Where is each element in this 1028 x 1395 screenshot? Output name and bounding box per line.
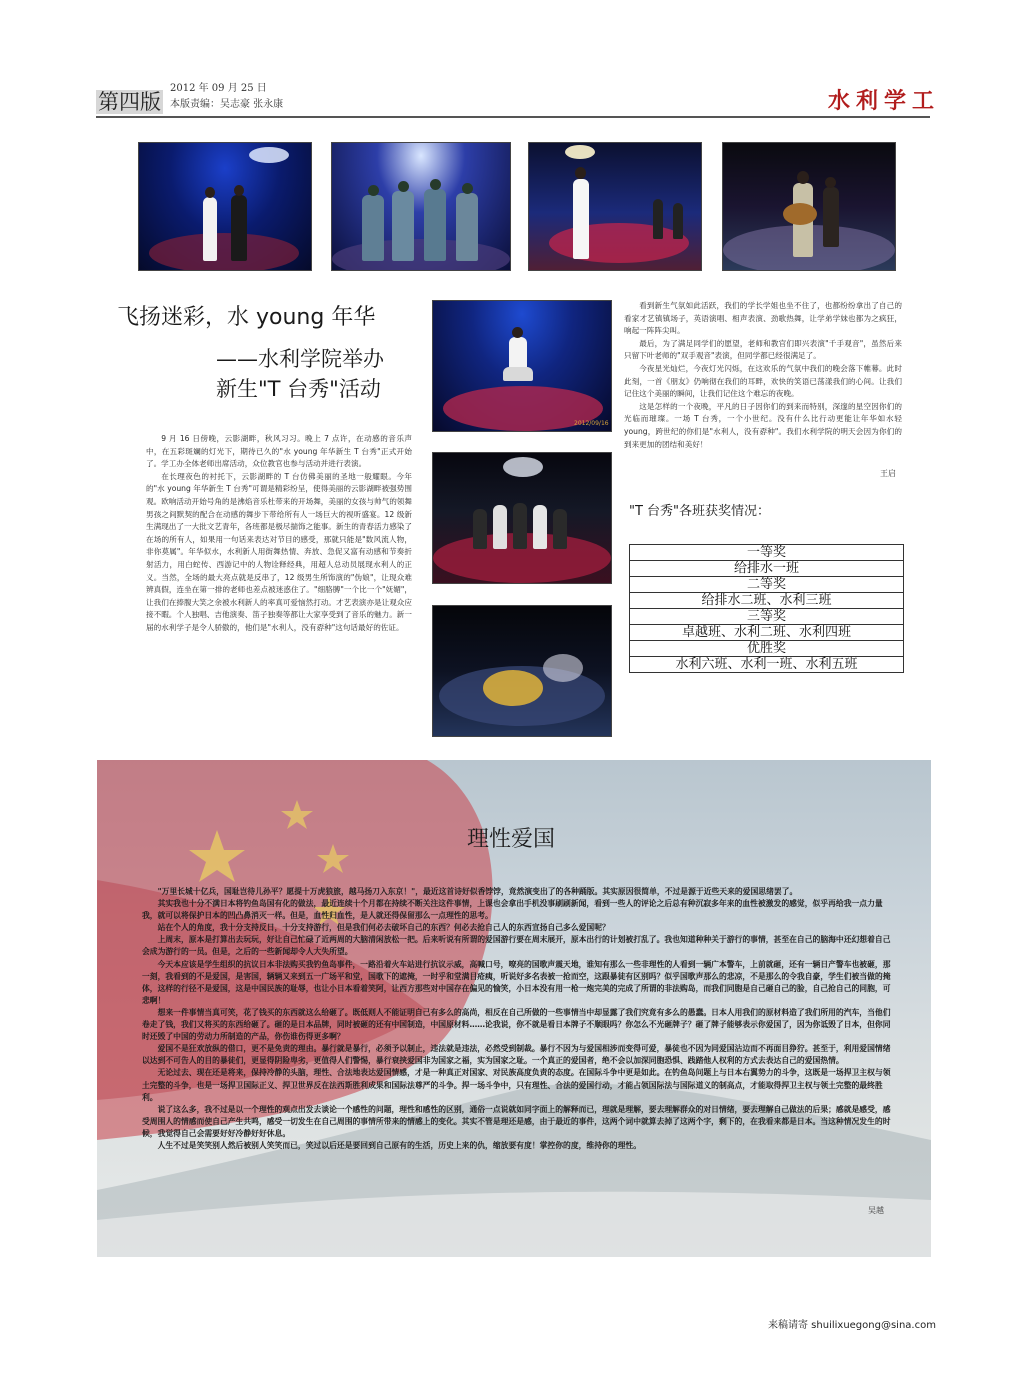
award-cell: 水利六班、水利一班、水利五班 — [630, 657, 904, 673]
award-row — [630, 609, 904, 625]
award-row — [630, 657, 904, 673]
photo-group-bow — [432, 452, 612, 584]
award-cell: 给排水一班 — [630, 561, 904, 577]
paragraph: 上周末，原本是打算出去玩玩，好让自己忙碌了近两周的大脑清闲放松一把。后来听说有所谓的爱国游行要在周末展开，原本出行的计划被打乱了。我也知道种种关于游行的事情，甚至在自己的脑海中还幻想着自己会成为游行的一员。但是，之后的一些新闻却令人大失所望。 — [142, 935, 891, 957]
paragraph: 这是怎样的一个夜晚，平凡的日子因你们的到来而特别，深邃的星空因你们的光临而璀璨。一场 T 台秀，一个小世纪。没有什么比行动更能让年华如水轻 young，跨世纪的你们是"水利人，没有孬种"。我们水利学院的明天会因为你们的到来更加的团结和美好！ — [624, 401, 902, 449]
photo-group-photo — [432, 605, 612, 737]
award-cell: 优胜奖 — [630, 641, 904, 657]
paragraph: 其实我也十分不满日本将钓鱼岛国有化的做法，最近连续十个月都在持续不断关注这件事情，上课也会拿出手机没事刷刷新闻，看到一些人的评论之后总有种沉寂多年来的血性被激发的感觉，似乎再给我一点力量我，就可以将保护日本的凹凸鼻消灭一样。但是，血性归血性，是人就还得保留那么一点理性的思考。 — [142, 899, 883, 921]
award-cell: 三等奖 — [630, 609, 904, 625]
photo-date-stamp: 2012/09/16 — [574, 420, 609, 427]
paragraph: 今天本应该是学生组织的抗议日本非法购买我钓鱼岛事件，一路沿着火车站进行抗议示威，高喊口号，嘹亮的国歌声震天地，谁知有那么一些非理性的人看到一辆广本警车，上前就砸，还有一辆日产警车也被砸，那一刻，我看到的不是爱国，是害国，辆辆又来到五一广场平和堂，国歌下的遮掩，一时乎和堂满目疮痍，听说好多名表被一抢而空，这跟暴徒有区别吗？似乎国歌声那么的悲凉，不是那么的令我自豪，学生们被当做的掩体，这样的行径不是爱国，这是中国民族的耻辱，也让小日本看着笑阿，让西方那些对中国存在偏见的愉笑，小日本没有用一枪一炮完美的完成了所谓的非法购岛，而我们同胞是自己砸自己的脸，自己抢自己的同胞，可悲啊！ — [142, 959, 891, 1005]
award-row — [630, 641, 904, 657]
photo-singer — [528, 142, 702, 271]
award-row — [630, 577, 904, 593]
paragraph: 在长理夜色的衬托下，云影湖畔的 T 台仿佛美丽的圣地一般耀眼。今年的"水 young 年华新生 T 台秀"可谓是精彩纷呈，使得美丽的云影湖畔被强势围观。欧响活动开始号角的是沸焰音乐杜带来的开场舞，美丽的女孩与帅气的领舞男孩之间默契的配合在动感的舞步下带给所有人一场巨大的视听盛宴。12 级新生满现出了一大批文艺青年，各班都是极尽揣饰之能事。新生的青春活力感染了在场的所有人，如果用一句话来表达对节目的感受，那就只能是"数风流人物，非你莫属"。年华似水，水利新人用街舞热情、奔放、急促又富有动感和节奏折射活力，用白蛇传、西游记中的人物诠释经典，用超人总动员展现水利人的正义。当然，全场的最大亮点就是反串了，12 级男生所饰演的"伪娘"，让现众难辨真假，连坐在第一排的老师也差点被迷惑住了。"细胳膊"一个比一个"妩媚"，让我们在捧腹大笑之余被水利新人的率真可爱恼然打动。才艺表演亦是让观众应接不暇。个人独唱、吉他演奏、笛子独奏等都让大家享受到了音乐的魅力。新一届的水利学子是令人骄傲的，他们是"水利人，没有孬种"这句话最好的佐证。 — [146, 471, 412, 632]
photo-stage-host — [138, 142, 312, 271]
subtitle-line-2: 新生"T 台秀"活动 — [216, 377, 381, 401]
article-title: 飞扬迷彩，水 young 年华 — [117, 305, 376, 330]
paragraph: "万里长城十亿兵，国耻岂待儿孙平？愿提十万虎狼旅，越马扬刀入东京！"，最近这首诗好似香饽饽，竟然演变出了的各种踊版。其实原因很简单，不过是源于近些天来的爱国思绪罢了。 — [157, 887, 798, 896]
page-label: 第四版 — [98, 90, 161, 114]
paragraph: 最后，为了满足同学们的愿望，老师和教官们即兴表演"千手观音"，虽然后来只留下叶老师的"双手观音"表演，但同学都已经很满足了。 — [624, 338, 902, 361]
awards-title: "T 台秀"各班获奖情况： — [629, 504, 771, 519]
subtitle-line-1: ——水利学院举办 — [216, 347, 384, 371]
contribute-email: 来稿请寄 shuilixuegong@sina.com — [768, 1320, 936, 1331]
paragraph: 今夜星光灿烂，今夜灯光闪烁，在这欢乐的气氛中我们的晚会落下帷幕。此时此刻，一首《朋友》仍响彻在我们的耳畔，欢快的笑语已荡漾我们的心间。让我们记住这个美丽的瞬间，让我们记住这个难忘的夜晚。 — [624, 363, 902, 399]
paragraph: 想来一件事情当真可笑，花了钱买的东西就这么给砸了。既低则人不能证明自己有多么的高尚，相反在自己所做的一些事情当中却显露了我们究竟有多么的愚蠢。日本人用我们的原材料造了我们所用的汽车，当他们卷走了钱，我们又将买的东西给砸了。砸的是日本品牌，同时被砸的还有中国制造，中国原材料……论我说，你不就是看日本牌子不顺眼吗？你怎么不光砸牌子？砸了牌子能够表示你爱国了，因为你诋毁了日本，但你同时还毁了中国的劳动力所制造的产品，你伤谁伤得更多啊？ — [142, 1007, 891, 1042]
award-cell: 二等奖 — [630, 577, 904, 593]
award-row — [630, 561, 904, 577]
issue-date: 2012 年 09 月 25 日 — [170, 83, 267, 94]
paragraph: 爱国不是狂欢放纵的借口，更不是免责的理由。暴行就是暴行，必须予以制止，违法就是违法，必然受到制裁。暴行不因为与爱国相涉而变得可爱，暴徒也不因为同爱国沾边而不再面目狰狞。甚至于，利用爱国情绪以达到不可告人的目的暴徒们，更显得阴险卑劣，更值得人们警惕，暴行衰挟爱国非为国家之福，实为国家之耻。一个真正的爱国者，绝不会以加深同胞恐惧、践踏他人权利的方式去表达自己的爱国热情。 — [142, 1044, 891, 1066]
award-row — [630, 625, 904, 641]
header-rule — [96, 116, 930, 118]
award-row — [630, 593, 904, 609]
photo-guitar-player — [722, 142, 896, 271]
photo-dance — [432, 300, 612, 432]
paragraph: 无论过去、现在还是将来，保持冷静的头脑，理性、合法地表达爱国情感，才是一种真正对国家、对民族高度负责的态度。在国际斗争中更是如此。在钓鱼岛问题上与日本右翼势力的斗争，这既是一场捍卫主权与领土完整的斗争，也是一场捍卫国际正义、捍卫世界反在法西斯胜利成果和国际法尊严的斗争。捍一场斗争中，只有理性、合法的爱国行动，才能占领国际法与国际道义的制高点，才能取得捍卫主权与领土完整的最终胜利。 — [142, 1068, 891, 1102]
article2-author: 吴越 — [868, 1206, 884, 1215]
award-row — [630, 545, 904, 561]
editor-line: 本版责编：吴志豪 张永康 — [170, 99, 284, 110]
paragraph: 9 月 16 日傍晚，云影湖畔，秋风习习。晚上 7 点许，在动感的音乐声中，在五彩斑斓的灯光下，期待已久的"水 young 年华新生 T 台秀"正式开始了。学工办全体老师出席活动，众位教官也参与活动并进行表演。 — [146, 434, 412, 469]
paragraph: 说了这么多，我不过是以一个理性的观点出发去谈论一个感性的问题，理性和感性的区别，通俗一点说就如同字面上的解释而已，理就是理解，要去理解群众的对日情绪，要去理解自己做法的后果；感就是感受，感受周围人的情感而使自己产生共鸣，感受一切发生在自己周围的事情所带来的情感上的变化。其实不管是理还是感，由于最近的事件，这两个词中就算去掉了这两个字，剩下的，在我看来都是日本。当这种情况发生的时候，我觉得自己会需要好好冷静好好休息。 — [142, 1104, 891, 1138]
article-column-2 — [624, 300, 902, 451]
article2-title: 理性爱国 — [467, 827, 556, 852]
paragraph: 站在个人的角度，我十分支持反日，十分支持游行，但是我们何必去破坏自己的东西？何必去抢自己人的东西宣扬自己多么爱国呢？ — [157, 923, 610, 933]
paragraph: 人生不过是笑笑别人然后被别人笑笑而已，笑过以后还是要回到自己原有的生活，历史上来的仇，缩放要有度！掌控你的度，维持你的理性。 — [157, 1140, 641, 1150]
award-cell: 给排水二班、水利三班 — [630, 593, 904, 609]
article-subtitle — [216, 344, 384, 404]
article-column-1 — [146, 433, 412, 635]
article-author: 王启 — [880, 469, 896, 478]
paragraph: 看到新生气氛如此活跃，我们的学长学姐也坐不住了，也都纷纷拿出了自己的看家才艺镇镇场子，英语演唱、相声表演、劲歌热舞，让学弟学妹也都为之疯狂，响起一阵阵尖叫。 — [624, 301, 902, 336]
article2-body — [142, 886, 892, 1152]
photo-camouflage-dancers — [331, 142, 511, 271]
awards-table — [629, 544, 904, 673]
award-cell: 卓越班、水利二班、水利四班 — [630, 625, 904, 641]
award-cell: 一等奖 — [630, 545, 904, 561]
brand-logo: 水利学工 — [828, 88, 941, 114]
